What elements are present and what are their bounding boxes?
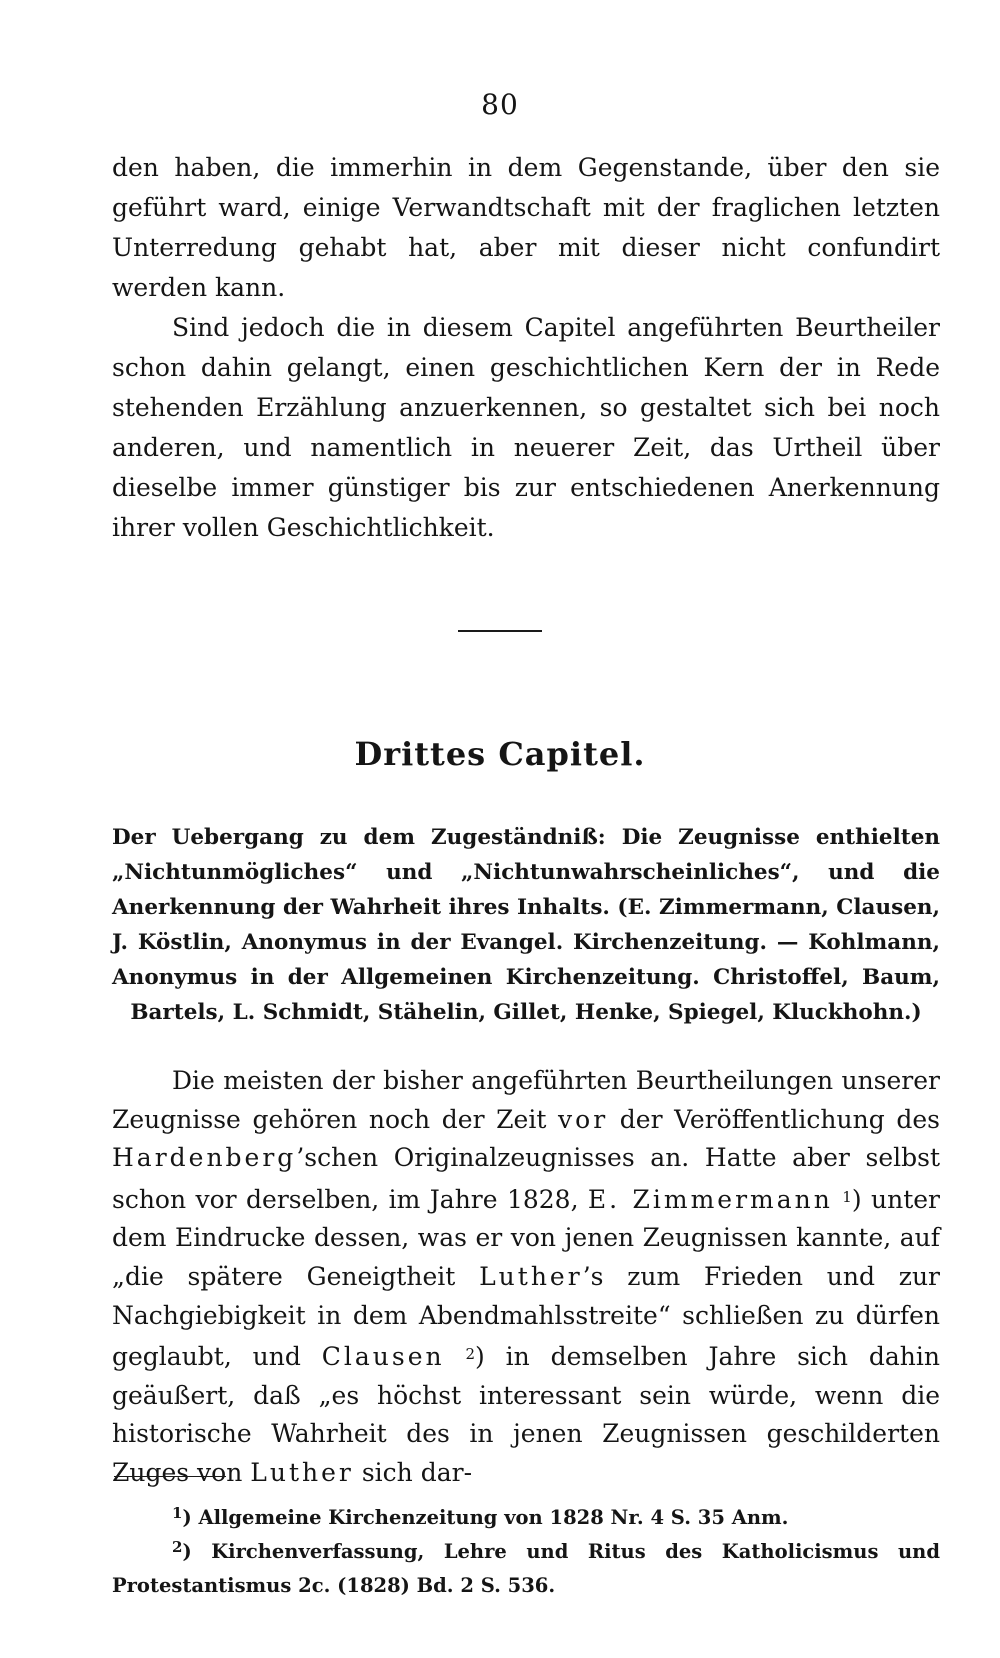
name-luther: Luther	[479, 1261, 583, 1291]
footnote-mark: 1	[172, 1504, 183, 1522]
name-zimmermann: E. Zimmermann	[587, 1184, 833, 1214]
footnote-text: ) Kirchenverfassung, Lehre und Ritus des Katholicismus und Protestantismus 2c. (1828) Bd. 2 S. 536.	[112, 1540, 940, 1597]
body-paragraph: Die meisten der bisher angeführten Beurtheilungen unserer Zeugnisse gehören noch der Zeit vor der Veröffentlichung des Hardenberg’schen Originalzeugnisses an. Hatte aber selbst schon vor derselben, im Jahre 1828, E. Zimmermann $^1$) unter dem Eindrucke dessen, was er von jenen Zeugnissen kannte, auf „die spätere Geneigtheit Luther’s zum Frieden und zur Nachgiebigkeit in dem Abendmahlsstreite“ schließen zu dürfen geglaubt, und Clausen $^2$) in demselben Jahre sich dahin geäußert, daß „es höchst interessant sein würde, wenn die historische Wahrheit des in jenen Zeugnissen geschilderten Zuges von Luther sich dar-	[112, 1066, 941, 1487]
paragraph-text: Sind jedoch die in diesem Capitel angeführten Beurtheiler schon dahin gelangt, einen geschichtlichen Kern der in Rede stehenden Erzählung anzuerkennen, so gestaltet sich bei noch anderen, und namentlich in neuerer Zeit, das Urtheil über dieselbe immer günstiger bis zur entschiedenen Anerkennung ihrer vollen Geschichtlichkeit.	[112, 313, 940, 542]
paragraph-continuation-block	[112, 148, 940, 548]
chapter-title: Drittes Capitel.	[354, 735, 646, 773]
footnote-divider	[114, 1476, 226, 1477]
footnote-ref-1[interactable]: 1	[842, 1187, 852, 1206]
section-divider	[458, 630, 542, 632]
chapter-summary: Der Uebergang zu dem Zugeständniß: Die Zeugnisse enthielten „Nichtunmögliches“ und „Nichtunwahrscheinliches“, und die Anerkennung der Wahrheit ihres Inhalts. (E. Zimmermann, Clausen, J. Köstlin, Anonymus in der Evangel. Kirchenzeitung. — Kohlmann, Anonymus in der Allgemeinen Kirchenzeitung. Christoffel, Baum, Bartels, L. Schmidt, Stähelin, Gillet, Henke, Spiegel, Kluckhohn.)	[112, 825, 940, 1025]
page-number: 80	[481, 88, 519, 121]
emphasis-vor: vor	[558, 1104, 609, 1134]
footnote-mark: 2	[172, 1538, 183, 1556]
continuation-text: den haben, die immerhin in dem Gegenstande, über den sie geführt ward, einige Verwandtschaft mit der fraglichen letzten Unterredung gehabt hat, aber mit dieser nicht confundirt werden kann.	[112, 153, 940, 302]
name-clausen: Clausen	[321, 1342, 445, 1372]
footnote-2	[112, 1530, 940, 1603]
footnote-ref-2[interactable]: 2	[465, 1345, 476, 1364]
name-hardenberg: Hardenberg	[112, 1143, 297, 1173]
name-luther: Luther	[250, 1457, 354, 1487]
footnote-text: ) Allgemeine Kirchenzeitung von 1828 Nr. 4 S. 35 Anm.	[182, 1506, 789, 1529]
